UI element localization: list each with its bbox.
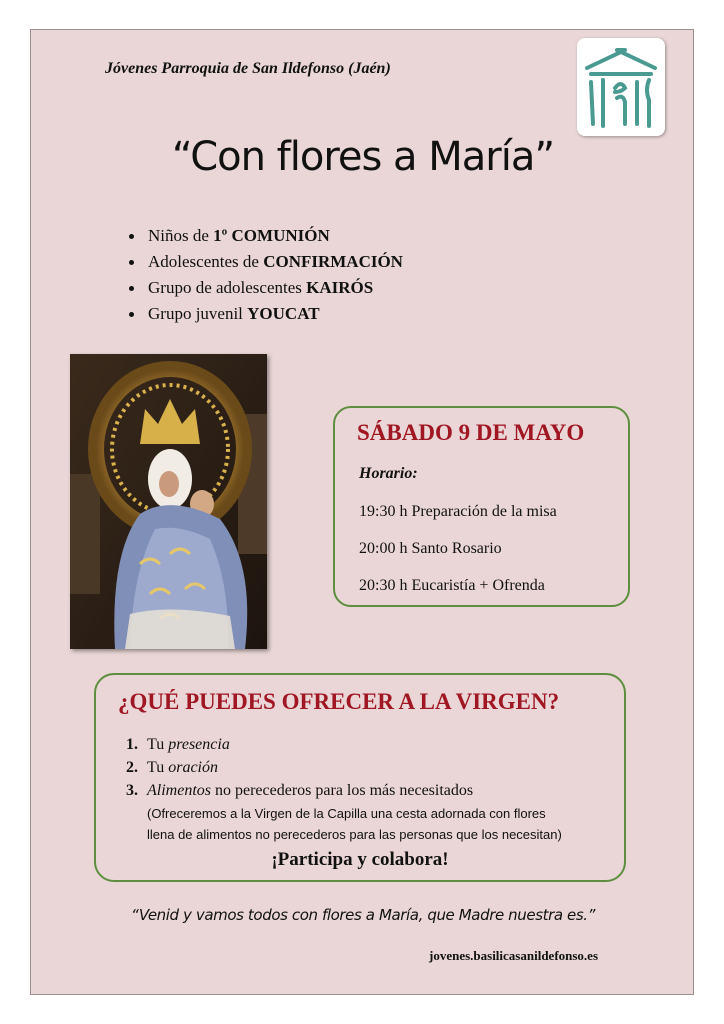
- group-item: [126, 223, 403, 249]
- schedule-box: [333, 406, 630, 607]
- group-item: [126, 249, 403, 275]
- event-title: “Con flores a María”: [171, 134, 555, 180]
- offer-number: 1.: [126, 736, 138, 753]
- schedule-item: 20:00 h Santo Rosario: [359, 540, 502, 557]
- participant-groups: [126, 223, 403, 327]
- group-name: KAIRÓS: [306, 278, 374, 297]
- parish-name: Jóvenes Parroquia de San Ildefonso (Jaén): [105, 60, 391, 77]
- group-item: [126, 275, 403, 301]
- schedule-item: 19:30 h Preparación de la misa: [359, 503, 557, 520]
- call-to-action: ¡Participa y colabora!: [271, 849, 449, 870]
- group-item: [126, 301, 403, 327]
- group-name: 1º COMUNIÓN: [213, 226, 330, 245]
- offer-note-line: llena de alimentos no perecederos para las personas que los necesitan): [147, 827, 562, 842]
- offer-note-line: (Ofreceremos a la Virgen de la Capilla una cesta adornada con flores: [147, 806, 546, 821]
- offer-note: [147, 803, 562, 845]
- website-link[interactable]: jovenes.basilicasanildefonso.es: [429, 948, 599, 963]
- basilica-arch-logo-icon: [577, 38, 665, 136]
- group-prefix: Grupo juvenil: [148, 304, 248, 323]
- offer-emphasis: Alimentos: [147, 782, 211, 799]
- group-prefix: Grupo de adolescentes: [148, 278, 307, 297]
- offer-title: ¿QUÉ PUEDES OFRECER A LA VIRGEN?: [118, 689, 560, 714]
- basilica-logo: [577, 38, 665, 136]
- flyer-page: [30, 29, 694, 995]
- offer-item: [126, 756, 473, 779]
- offer-item: [126, 733, 473, 756]
- offer-emphasis: oración: [168, 759, 218, 776]
- group-name: YOUCAT: [247, 304, 320, 323]
- group-name: CONFIRMACIÓN: [263, 252, 403, 271]
- offer-number: 2.: [126, 759, 138, 776]
- offer-number: 3.: [126, 782, 138, 799]
- offer-list: [126, 733, 473, 802]
- closing-quote: “Venid y vamos todos con flores a María, que Madre nuestra es.”: [130, 906, 596, 924]
- schedule-label: Horario:: [359, 465, 418, 482]
- offer-item: [126, 779, 473, 802]
- offer-text: Tu: [147, 736, 169, 753]
- group-prefix: Niños de: [148, 226, 214, 245]
- offer-text: Tu: [147, 759, 169, 776]
- group-prefix: Adolescentes de: [148, 252, 264, 271]
- offer-emphasis: presencia: [168, 736, 230, 753]
- offer-rest: no perecederos para los más necesitados: [211, 782, 474, 799]
- virgin-statue-photo: [70, 354, 267, 649]
- schedule-item: 20:30 h Eucaristía + Ofrenda: [359, 577, 545, 594]
- event-date: SÁBADO 9 DE MAYO: [357, 420, 585, 445]
- offer-box: [94, 673, 626, 882]
